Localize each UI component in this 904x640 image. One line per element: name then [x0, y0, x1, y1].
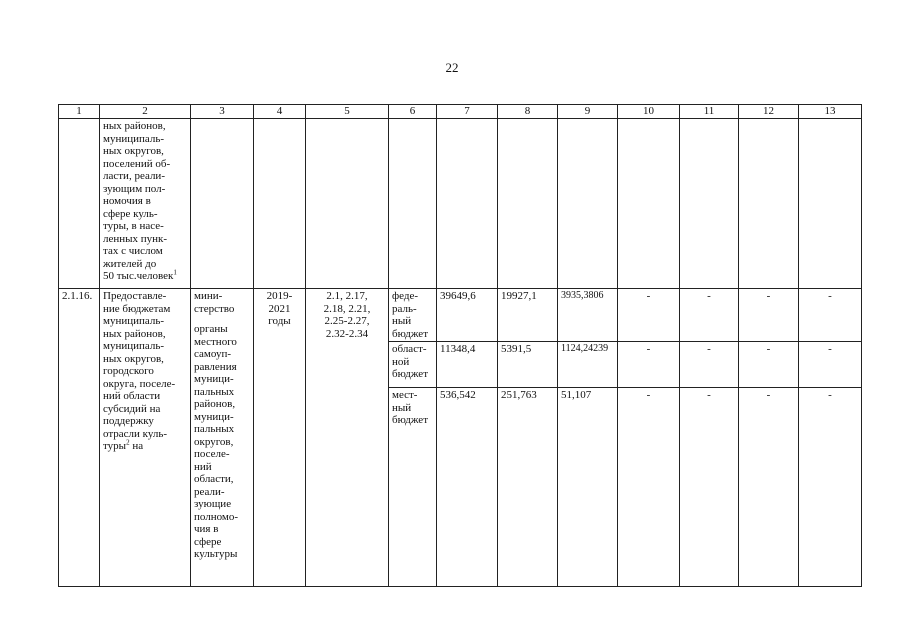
column-number: 8 [498, 105, 558, 119]
value-cell: 51,107 [558, 388, 618, 587]
value-cell: 5391,5 [498, 342, 558, 388]
value-cell: - [680, 342, 739, 388]
value-cell: - [618, 289, 680, 342]
column-number: 7 [437, 105, 498, 119]
value-cell: - [739, 388, 799, 587]
value-cell: 1124,24239 [558, 342, 618, 388]
continued-row [59, 119, 862, 289]
value-cell: 536,542 [437, 388, 498, 587]
item-description: Предоставле- ние бюджетам муниципаль- ных районов, муниципаль- ных округов, городского округа, поселе- ний области субсидий на поддержку отрасли куль- туры$^2$ на [100, 289, 191, 587]
value-cell: - [799, 289, 862, 342]
value-cell: - [618, 342, 680, 388]
item-indicators: 2.1, 2.17, 2.18, 2.21, 2.25-2.27, 2.32-2.34 [306, 289, 389, 587]
column-number: 1 [59, 105, 100, 119]
column-number: 3 [191, 105, 254, 119]
continued-description: ных районов, муниципаль- ных округов, поселений об- ласти, реали- зующим пол- номочия в сфере куль- туры, в насе- ленных пунк- тах с числом жителей до 50 тыс.человек$^1$ [100, 119, 191, 289]
column-number: 6 [389, 105, 437, 119]
footnote-mark: 2 [126, 438, 130, 447]
value-cell: - [739, 289, 799, 342]
value-cell: - [680, 388, 739, 587]
budget-source: мест- ный бюджет [389, 388, 437, 587]
column-number: 11 [680, 105, 739, 119]
value-cell: - [618, 388, 680, 587]
value-cell: - [799, 388, 862, 587]
executor-local-bodies: органы местного самоуп- равления муници- пальных районов, муници- пальных округов, поселе- ний области, реали- зующие полномо- чия в сфере культуры [194, 323, 239, 560]
page-number: 22 [445, 60, 459, 75]
budget-source: област- ной бюджет [389, 342, 437, 388]
column-number: 10 [618, 105, 680, 119]
item-executors [191, 289, 254, 587]
column-number: 4 [254, 105, 306, 119]
value-cell: 19927,1 [498, 289, 558, 342]
value-cell: 251,763 [498, 388, 558, 587]
value-cell: - [799, 342, 862, 388]
item-period: 2019- 2021 годы [254, 289, 306, 587]
column-number-row [59, 105, 862, 119]
program-table [58, 104, 862, 587]
column-number: 13 [799, 105, 862, 119]
executor-ministry: мини- стерство [194, 290, 235, 315]
column-number: 5 [306, 105, 389, 119]
column-number: 2 [100, 105, 191, 119]
footnote-mark: 1 [173, 268, 177, 277]
value-cell: 11348,4 [437, 342, 498, 388]
budget-source: феде- раль- ный бюджет [389, 289, 437, 342]
column-number: 9 [558, 105, 618, 119]
item-number: 2.1.16. [59, 289, 100, 587]
column-number: 12 [739, 105, 799, 119]
value-cell: 39649,6 [437, 289, 498, 342]
budget-row-federal [59, 289, 862, 342]
value-cell: - [680, 289, 739, 342]
value-cell: 3935,3806 [558, 289, 618, 342]
value-cell: - [739, 342, 799, 388]
